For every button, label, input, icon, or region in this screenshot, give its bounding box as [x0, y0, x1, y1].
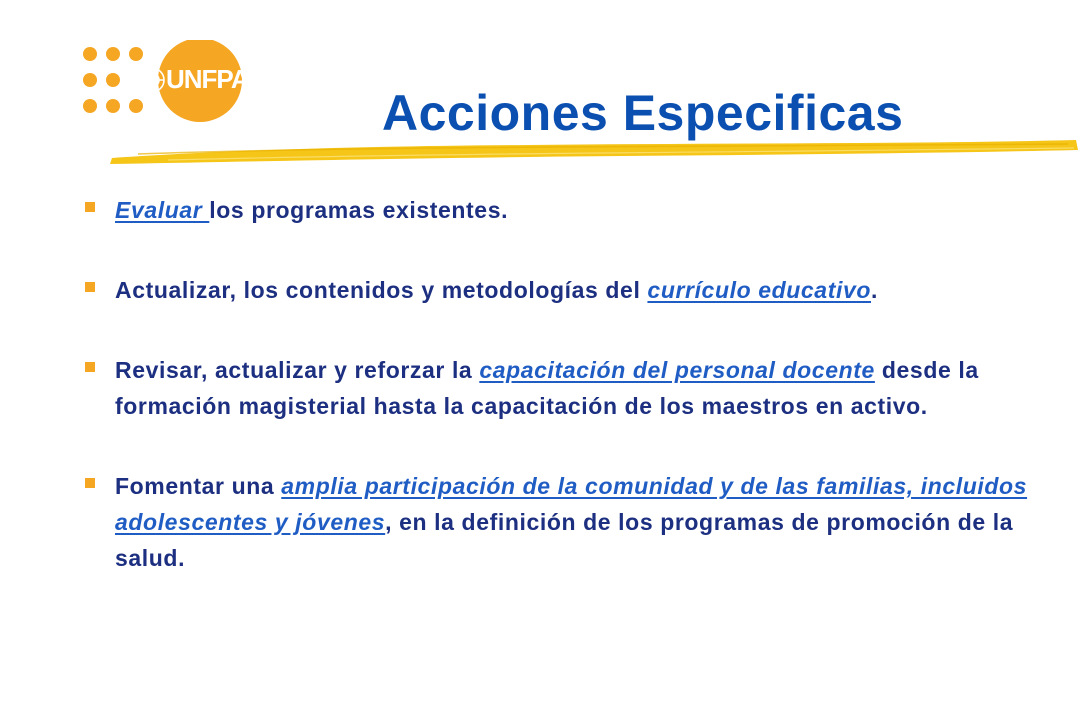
link-evaluar[interactable]: Evaluar	[115, 197, 210, 223]
link-capacitacion-personal-docente[interactable]: capacitación del personal docente	[479, 357, 875, 383]
page-title: Acciones Especificas	[382, 85, 904, 141]
logo-text: UNFPA	[166, 64, 249, 94]
square-bullet-icon	[85, 282, 95, 292]
list-item-text: Revisar, actualizar y reforzar la	[115, 357, 480, 383]
list-item-text: , en la definición de los programas de promoción de la salud.	[115, 509, 1014, 571]
list-item	[78, 352, 1038, 424]
list-item-text: Actualizar, los contenidos y metodologías del	[115, 277, 648, 303]
list-item	[78, 272, 1038, 308]
brush-stroke-divider	[108, 138, 1080, 168]
list-item	[78, 468, 1038, 576]
square-bullet-icon	[85, 202, 95, 212]
link-participacion-comunidad[interactable]: amplia participación de la comunidad y de las familias, incluidos adolescentes y jóvenes	[115, 473, 1028, 535]
list-item-text: Fomentar una	[115, 473, 282, 499]
square-bullet-icon	[85, 362, 95, 372]
list-item	[78, 192, 1038, 228]
list-item-text: desde la formación magisterial hasta la capacitación de los maestros en activo.	[115, 357, 979, 419]
list-item-text: los programas existentes.	[209, 197, 509, 223]
logo-dot-grid	[83, 47, 143, 113]
list-item-text: .	[871, 277, 878, 303]
action-list	[78, 192, 1038, 576]
un-emblem-icon	[140, 68, 164, 92]
square-bullet-icon	[85, 478, 95, 488]
link-curriculo-educativo[interactable]: currículo educativo	[647, 277, 871, 303]
